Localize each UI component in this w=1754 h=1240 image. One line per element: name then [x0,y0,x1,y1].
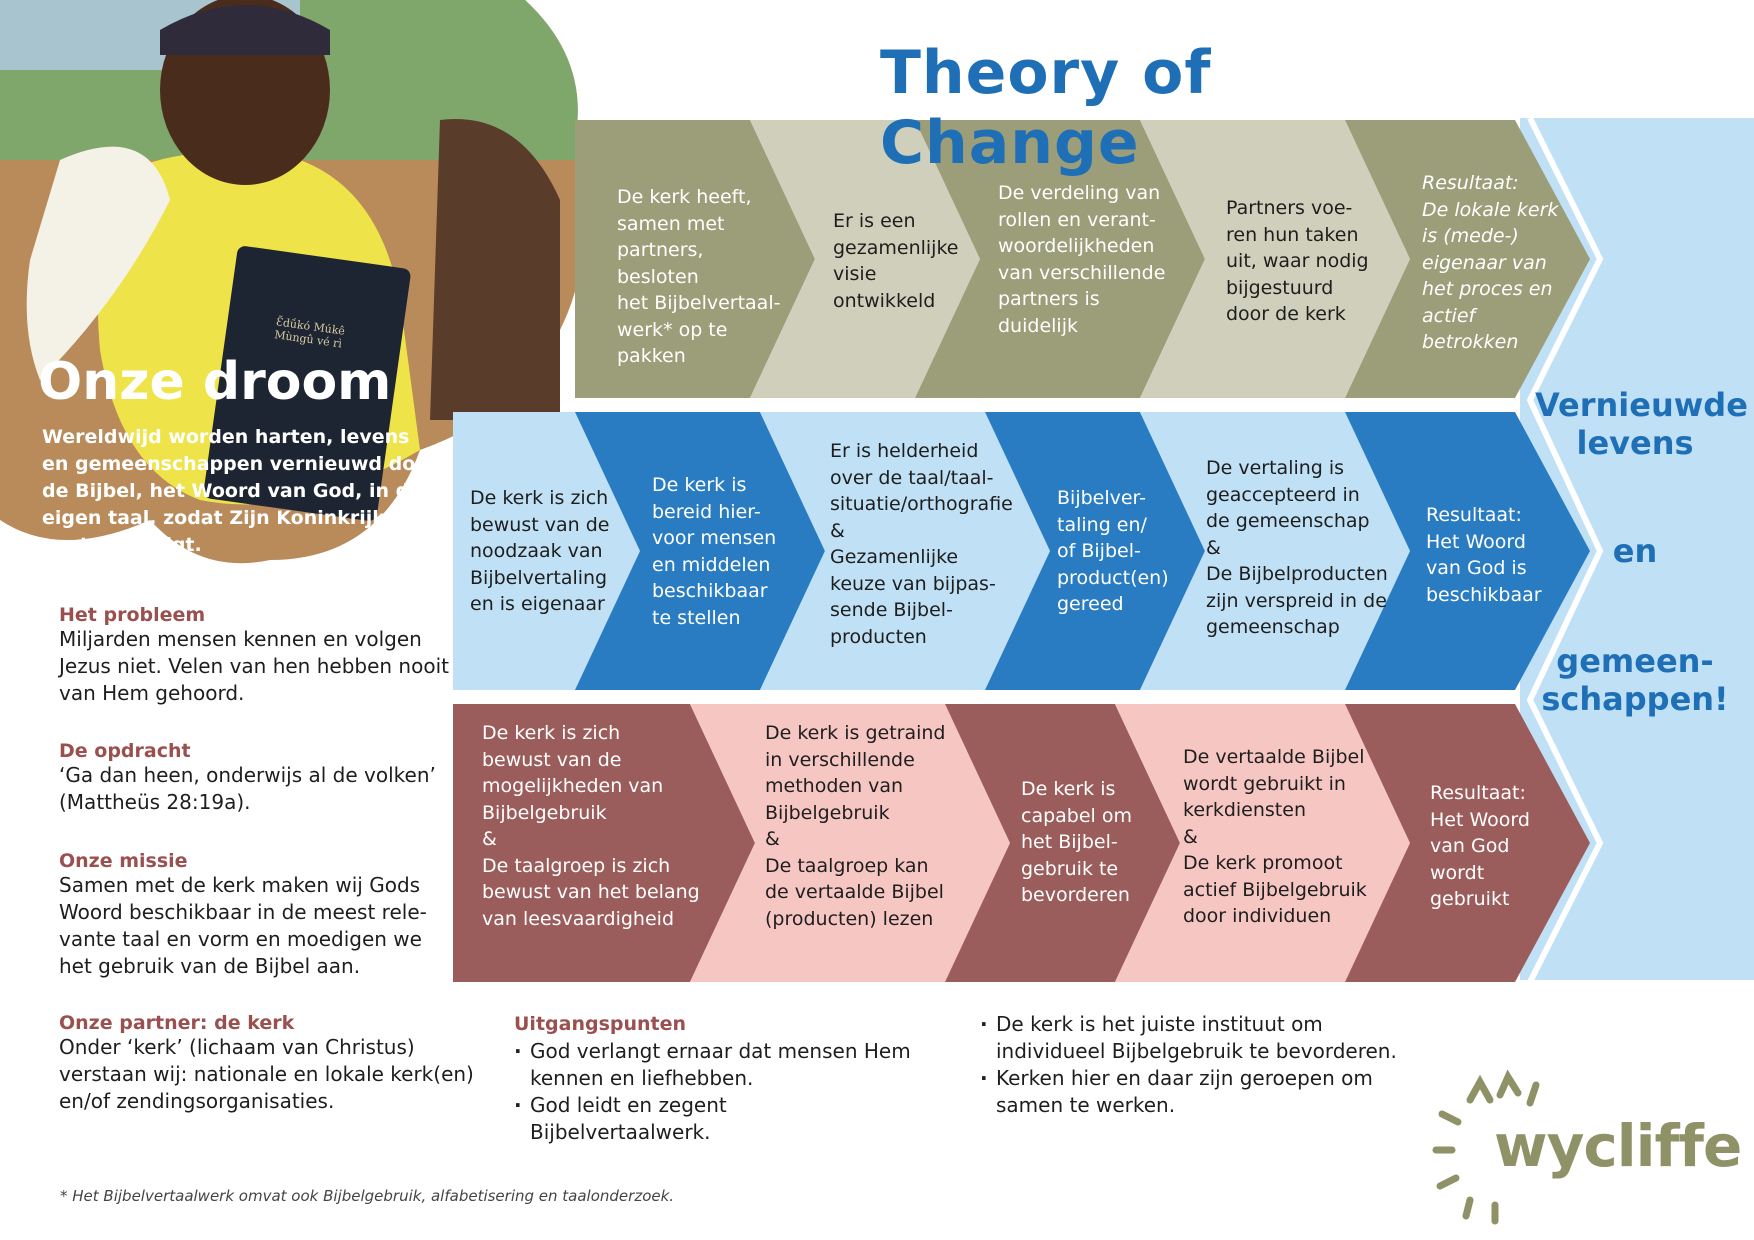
row3-step3-text: De kerk is capabel om het Bijbel- gebruik te bevorderen [1021,778,1132,906]
row3-step4-text: De vertaalde Bijbel wordt gebruikt in kerkdiensten & De kerk promoot actief Bijbelgebruik door individuen [1183,746,1367,927]
row2-step1-text: De kerk is zich bewust van de noodzaak van Bijbelvertaling en is eigenaar [470,487,610,615]
section-partner [59,1012,479,1115]
section-opdracht [59,740,459,816]
footnote: * Het Bijbelvertaalwerk omvat ook Bijbelgebruik, alfabetisering en taalonderzoek. [60,1187,675,1205]
section-body: Onder ‘kerk’ (lichaam van Christus) verstaan wij: nationale en lokale kerk(en) en/of zendingsorganisaties. [59,1035,474,1113]
bullet-item: · Kerken hier en daar zijn geroepen om samen te werken. [978,1065,1418,1119]
row1-step3-text: De verdeling van rollen en verant- woordelijkheden van verschillende partners is duidelijk [998,182,1166,337]
section-heading: Onze partner: de kerk [59,1012,295,1034]
page-title: Theory of Change [880,38,1212,178]
section-probleem [59,604,459,707]
book-text: Ɛ̃dṹkó Múkê Mùngû vé rì [273,315,346,351]
uitgangspunten-col2 [978,1011,1418,1119]
row3-step1-text: De kerk is zich bewust van de mogelijkheden van Bijbelgebruik & De taalgroep is zich bewust van het belang van leesvaardigheid [482,722,700,930]
row1-step4-text: Partners voe- ren hun taken uit, waar nodig bijgestuurd door de kerk [1226,197,1369,325]
row2-step3-text: Er is helderheid over de taal/taal- situatie/orthografie & Gezamenlijke keuze van bijpas- sende Bijbel- producten [830,440,1013,648]
photo-heading: Onze droom [38,352,392,412]
section-heading: Onze missie [59,850,188,872]
outcome-line2: en [1612,532,1658,570]
row2-step6-text: Resultaat: Het Woord van God is beschikbaar [1426,504,1542,606]
photo-text: Wereldwijd worden harten, levens en gemeenschappen vernieuwd door de Bijbel, het Woord van God, in de eigen taal, zodat Zijn Koninkrijk gestalte krijgt. [42,426,438,556]
row2-step4-text: Bijbelver- taling en/ of Bijbel- product(en) gereed [1057,487,1169,615]
section-heading: Het probleem [59,604,206,626]
bullet-item: · God verlangt ernaar dat mensen Hem kennen en liefhebben. [512,1038,912,1092]
section-missie [59,850,459,980]
outcome-line3: gemeen- schappen! [1541,642,1729,718]
section-body: ‘Ga dan heen, onderwijs al de volken’ (Mattheüs 28:19a). [59,763,436,814]
section-body: Samen met de kerk maken wij Gods Woord beschikbaar in de meest rele- vante taal en vorm en moedigen we het gebruik van de Bijbel aan. [59,873,427,978]
row2-step2-text: De kerk is bereid hier- voor mensen en middelen beschikbaar te stellen [652,474,777,629]
row1-step2-text: Er is een gezamenlijke visie ontwikkeld [833,210,959,312]
uitgangspunten-col1 [512,1038,912,1146]
wycliffe-logo: wycliffe [1494,1112,1742,1180]
row1-step5-text: Resultaat: De lokale kerk is (mede-) eigenaar van het proces en actief betrokken [1422,172,1559,353]
section-heading: De opdracht [59,740,191,762]
row3-step5-text: Resultaat: Het Woord van God wordt gebruikt [1430,782,1530,910]
row2-step5-text: De vertaling is geaccepteerd in de gemeenschap & De Bijbelproducten zijn verspreid in de gemeenschap [1206,457,1388,638]
bullet-item: · De kerk is het juiste instituut om individueel Bijbelgebruik te bevorderen. [978,1011,1418,1065]
row1-step1-text: De kerk heeft, samen met partners, besloten het Bijbelvertaal- werk* op te pakken [617,186,781,367]
uitgangspunten-heading: Uitgangspunten [514,1013,687,1035]
row3-step2-text: De kerk is getraind in verschillende methoden van Bijbelgebruik & De taalgroep kan de vertaalde Bijbel (producten) lezen [765,722,946,930]
section-body: Miljarden mensen kennen en volgen Jezus niet. Velen van hen hebben nooit van Hem gehoord. [59,627,449,705]
bullet-item: · God leidt en zegent Bijbelvertaalwerk. [512,1092,912,1146]
outcome-line1: Vernieuwde levens [1535,386,1748,462]
